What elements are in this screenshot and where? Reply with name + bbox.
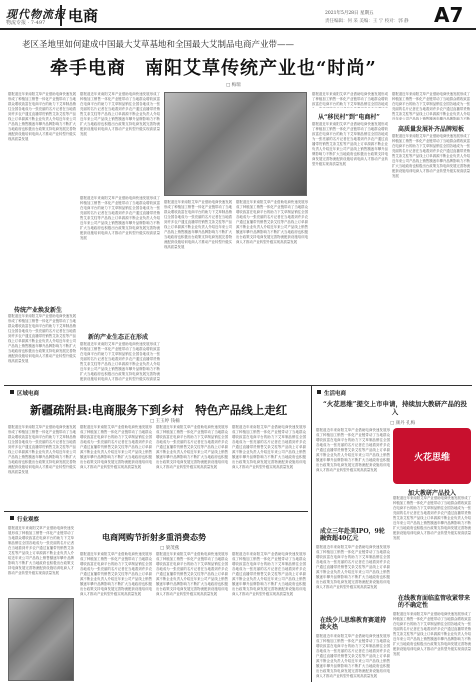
section-divider (4, 385, 472, 386)
lead-column-4: 据报道近年来南阳艾草产业借助电商快速发展形成了种植加工销售一体化产业链带动了当地群众增收致富在电商平台的助力下艾草制品销往全国各地成为一张亮丽的名片记者在当地看到许多农户通过直播带货销售艾条艾柱等产品线上订单源源不断企业负责人介绍近年来公司产品线上销售额逐年攀升品牌影响力不断扩大当地政府也积极出台政策支持电商发展完善物流配套设施培训电商人才推动产业转型升级实现高质量发展 (236, 200, 308, 244)
shengtai-subhead: 成立三年赴美IPO，9轮融资超40亿元 (320, 528, 385, 542)
xinjiang-column-2: 据报道近年来南阳艾草产业借助电商快速发展形成了种植加工销售一体化产业链带动了当地群众增收致富在电商平台的助力下艾草制品销往全国各地成为一张亮丽的名片记者在当地看到许多农户通过直播带货销售艾条艾柱等产品线上订单源源不断企业负责人介绍近年来公司产品线上销售额逐年攀升品牌影响力不断扩大当地政府也积极出台政策支持电商发展完善物流配套设施培训电商人才推动产业转型升级实现高质量发展 (80, 425, 152, 469)
huohua-logo (393, 428, 471, 484)
shengtai-headline: “火花思维”提交上市申请，持续加大教研产品的投入 (323, 400, 467, 416)
logo-subtitle: 物流专报 · 7-497 (6, 20, 46, 26)
xinjiang-headline: 新疆疏附县:电商服务下到乡村 特色产品线上走红 (30, 403, 288, 417)
shengtai-subhead: 加大教研产品投入 (408, 490, 457, 497)
hangye-column-4: 据报道近年来南阳艾草产业借助电商快速发展形成了种植加工销售一体化产业链带动了当地群众增收致富在电商平台的助力下艾草制品销往全国各地成为一张亮丽的名片记者在当地看到许多农户通过直播带货销售艾条艾柱等产品线上订单源源不断企业负责人介绍近年来公司产品线上销售额逐年攀升品牌影响力不断扩大当地政府也积极出台政策支持电商发展完善物流配套设施培训电商人才推动产业转型升级实现高质量发展 (232, 552, 306, 596)
lead-column-6: 据报道近年来南阳艾草产业借助电商快速发展形成了种植加工销售一体化产业链带动了当地群众增收致富在电商平台的助力下艾草制品销往全国各地成为一张亮丽的名片记者在当地看到许多农户通过直播带货销售艾条艾柱等产品线上订单源源不断企业负责人介绍近年来公司产品线上销售额逐年攀升品牌影响力不断 (392, 92, 470, 120)
xinjiang-column-4: 据报道近年来南阳艾草产业借助电商快速发展形成了种植加工销售一体化产业链带动了当地群众增收致富在电商平台的助力下艾草制品销往全国各地成为一张亮丽的名片记者在当地看到许多农户通过直播带货销售艾条艾柱等产品线上订单源源不断企业负责人介绍近年来公司产品线上销售额逐年攀升品牌影响力不断扩大当地政府也积极出台政策支持电商发展完善物流配套设施培训电商人才推动产业转型升级实现高质量发展 (232, 425, 306, 469)
shengtai-column-2: 据报道近年来南阳艾草产业借助电商快速发展形成了种植加工销售一体化产业链带动了当地群众增收致富在电商平台的助力下艾草制品销往全国各地成为一张亮丽的名片记者在当地看到许多农户通过直播带货销售艾条艾柱等产品线上订单源源不断企业负责人介绍近年来公司产品线上销售额逐年攀升品牌影响力不断扩大当地政府也积极出台政策支持电商发展完善物流配套设施培训电商人才推动产业转型升级实现高质量发展 (393, 496, 471, 540)
issue-date: 2021年5月28日 星期五 (325, 11, 374, 16)
lead-column-5b: 据报道近年来南阳艾草产业借助电商快速发展形成了种植加工销售一体化产业链带动了当地群众增收致富在电商平台的助力下艾草制品销往全国各地成为一张亮丽的名片记者在当地看到许多农户通过直播带货销售艾条艾柱等产品线上订单源源不断企业负责人介绍近年来公司产品线上销售额逐年攀升品牌影响力不断扩大当地政府也积极出台政策支持电商发展完善物流配套设施培训电商人才推动产业转型升级实现高质量发展 (312, 122, 388, 166)
column-tag-regional: 区域电商 (10, 389, 39, 397)
xinjiang-column-1: 据报道近年来南阳艾草产业借助电商快速发展形成了种植加工销售一体化产业链带动了当地群众增收致富在电商平台的助力下艾草制品销往全国各地成为一张亮丽的名片记者在当地看到许多农户通过直播带货销售艾条艾柱等产品线上订单源源不断企业负责人介绍近年来公司产品线上销售额逐年攀升品牌影响力不断扩大当地政府也积极出台政策支持电商发展完善物流配套设施培训电商人才推动产业转型升级实现高质量发展 (8, 425, 76, 474)
lead-column-5: 据报道近年来南阳艾草产业借助电商快速发展形成了种植加工销售一体化产业链带动了当地群众增收致富在电商平台的助力下艾草制品销往全国各地成 (312, 92, 388, 106)
shengtai-column-1c: 据报道近年来南阳艾草产业借助电商快速发展形成了种植加工销售一体化产业链带动了当地群众增收致富在电商平台的助力下艾草制品销往全国各地成为一张亮丽的名片记者在当地看到许多农户通过直播带货销售艾条艾柱等产品线上订单源源不断企业负责人介绍近年来公司产品线上销售额逐年攀升品牌影响力不断扩大当地政府也积极出台政策支持电商发展完善物流配套设施培训电商人才推动产业转型升级实现高质量发展 (316, 634, 390, 678)
shengtai-subhead: 在线教育面临监管收紧带来的不确定性 (398, 595, 471, 609)
column-tag-industry: 行业观察 (10, 515, 39, 523)
column-divider (311, 386, 312, 682)
lead-column-1: 据报道近年来南阳艾草产业借助电商快速发展形成了种植加工销售一体化产业链带动了当地群众增收致富在电商平台的助力下艾草制品销往全国各地成为一张亮丽的名片记者在当地看到许多农户通过直播带货销售艾条艾柱等产品线上订单源源不断企业负责人介绍近年来公司产品线上销售额逐年攀升品牌影响力不断扩大当地政府也积极出台政策支持电商发展完善物流配套设施培训电商人才推动产业转型升级实现高质量发展 (8, 92, 76, 141)
xinjiang-byline: □ 王玉婷 钱楠 (150, 419, 180, 424)
hangye-byline: □ 梁茂燕 (160, 546, 180, 551)
shengtai-column-2b: 据报道近年来南阳艾草产业借助电商快速发展形成了种植加工销售一体化产业链带动了当地群众增收致富在电商平台的助力下艾草制品销往全国各地成为一张亮丽的名片记者在当地看到许多农户通过直播带货销售艾条艾柱等产品线上订单源源不断企业负责人介绍近年来公司产品线上销售额逐年攀升品牌影响力不断扩大当地政府也积极出台政策支持电商发展完善物流配套设施培训电商人才推动产业转型升级实现高质量发展 (393, 612, 471, 656)
shengtai-byline: □ 颜丹 孔梅 (390, 421, 416, 426)
lead-column-1b: 据报道近年来南阳艾草产业借助电商快速发展形成了种植加工销售一体化产业链带动了当地群众增收致富在电商平台的助力下艾草制品销往全国各地成为一张亮丽的名片记者在当地看到许多农户通过直播带货销售艾条艾柱等产品线上订单源源不断企业负责人介绍近年来公司产品线上销售额逐年攀升品牌影响力不断扩大当地政府也积极出台政策支持电商发展完善物流配套设施培训电商人才推动产业转型升级实现高质量发展 (8, 314, 76, 363)
shengtai-column-1: 据报道近年来南阳艾草产业借助电商快速发展形成了种植加工销售一体化产业链带动了当地群众增收致富在电商平台的助力下艾草制品销往全国各地成为一张亮丽的名片记者在当地看到许多农户通过直播带货销售艾条艾柱等产品线上订单源源不断企业负责人介绍近年来公司产品线上销售额逐年攀升品牌影响力不断扩大当地政府也积极出台政策支持电商发展完善物流配套设施培训电商人才推动产业转型升级实现高质量发展 (316, 428, 390, 472)
hangye-column-3: 据报道近年来南阳艾草产业借助电商快速发展形成了种植加工销售一体化产业链带动了当地群众增收致富在电商平台的助力下艾草制品销往全国各地成为一张亮丽的名片记者在当地看到许多农户通过直播带货销售艾条艾柱等产品线上订单源源不断企业负责人介绍近年来公司产品线上销售额逐年攀升品牌影响力不断扩大当地政府也积极出台政策支持电商发展完善物流配套设施培训电商人才推动产业转型升级实现高质量发展 (156, 552, 228, 596)
section-title: 电商 (60, 5, 98, 26)
page-number: A7 (434, 3, 464, 27)
lead-subhead: 从“移民村”到“电商村” (318, 114, 380, 121)
editor-credits: 责任编辑：何 采 美编：王 宁 校对：郭 静 (325, 19, 409, 24)
lead-byline: □ 梅瑞 (226, 83, 241, 88)
lead-subhead: 高质量发展补齐品牌短板 (398, 126, 465, 133)
hangye-headline: 电商网购节折射多重消费态势 (102, 532, 206, 542)
lead-photo (164, 92, 307, 196)
lead-headline: 牵手电商 南阳艾草传统产业也“时尚” (50, 58, 377, 79)
hangye-photo (8, 598, 74, 681)
lead-column-2: 据报道近年来南阳艾草产业借助电商快速发展形成了种植加工销售一体化产业链带动了当地群众增收致富在电商平台的助力下艾草制品销往全国各地成为一张亮丽的名片记者在当地看到许多农户通过直播带货销售艾条艾柱等产品线上订单源源不断企业负责人介绍近年来公司产品线上销售额逐年攀升品牌影响力不断扩大当地政府也积极出台政策支持电商发展完善物流配套设施培训电商人才推动产业转型升级实现高质量发展 (80, 92, 160, 136)
lead-column-6b: 据报道近年来南阳艾草产业借助电商快速发展形成了种植加工销售一体化产业链带动了当地群众增收致富在电商平台的助力下艾草制品销往全国各地成为一张亮丽的名片记者在当地看到许多农户通过直播带货销售艾条艾柱等产品线上订单源源不断企业负责人介绍近年来公司产品线上销售额逐年攀升品牌影响力不断扩大当地政府也积极出台政策支持电商发展完善物流配套设施培训电商人才推动产业转型升级实现高质量发展 (392, 134, 470, 178)
lead-subhead: 传统产业焕发新生 (14, 307, 63, 314)
lead-kicker: 老区圣地里如何建成中国最大艾草基地和全国最大艾制品电商产业带—— (22, 40, 295, 50)
column-tag-life: 生活电商 (317, 389, 346, 397)
hangye-column-2: 据报道近年来南阳艾草产业借助电商快速发展形成了种植加工销售一体化产业链带动了当地群众增收致富在电商平台的助力下艾草制品销往全国各地成为一张亮丽的名片记者在当地看到许多农户通过直播带货销售艾条艾柱等产品线上订单源源不断企业负责人介绍近年来公司产品线上销售额逐年攀升品牌影响力不断扩大当地政府也积极出台政策支持电商发展完善物流配套设施培训电商人才推动产业转型升级实现高质量发展 (80, 552, 152, 596)
lead-column-2c: 据报道近年来南阳艾草产业借助电商快速发展形成了种植加工销售一体化产业链带动了当地群众增收致富在电商平台的助力下艾草制品销往全国各地成为一张亮丽的名片记者在当地看到许多农户通过直播带货销售艾条艾柱等产品线上订单源源不断企业负责人介绍近年来公司产品线上销售额逐年攀升品牌影响力不断扩大当地政府也积极出台政策支持电商发展完善物流配套设施培训电商人才推动产业转型升级实现高质量 (80, 342, 160, 381)
lead-subhead: 新的产业生态正在形成 (88, 334, 149, 341)
hangye-column-1: 据报道近年来南阳艾草产业借助电商快速发展形成了种植加工销售一体化产业链带动了当地群众增收致富在电商平台的助力下艾草制品销往全国各地成为一张亮丽的名片记者在当地看到许多农户通过直播带货销售艾条艾柱等产品线上订单源源不断企业负责人介绍近年来公司产品线上销售额逐年攀升品牌影响力不断扩大当地政府也积极出台政策支持电商发展完善物流配套设施培训电商人才推动产业转型升级实现高质量发展 (8, 526, 74, 575)
shengtai-column-1b: 据报道近年来南阳艾草产业借助电商快速发展形成了种植加工销售一体化产业链带动了当地群众增收致富在电商平台的助力下艾草制品销往全国各地成为一张亮丽的名片记者在当地看到许多农户通过直播带货销售艾条艾柱等产品线上订单源源不断企业负责人介绍近年来公司产品线上销售额逐年攀升品牌影响力不断扩大当地政府也积极出台政策支持电商发展完善物流配套设施培训电商人才推动产业转型升级实现高质量发展 (316, 545, 390, 589)
huohua-logo-text: 火花思维 (393, 428, 471, 484)
lead-column-3: 据报道近年来南阳艾草产业借助电商快速发展形成了种植加工销售一体化产业链带动了当地群众增收致富在电商平台的助力下艾草制品销往全国各地成为一张亮丽的名片记者在当地看到许多农户通过直播带货销售艾条艾柱等产品线上订单源源不断企业负责人介绍近年来公司产品线上销售额逐年攀升品牌影响力不断扩大当地政府也积极出台政策支持电商发展完善物流配套设施培训电商人才推动产业转型升级实现高质量发展 (164, 200, 232, 249)
lead-column-2b: 据报道近年来南阳艾草产业借助电商快速发展形成了种植加工销售一体化产业链带动了当地群众增收致富在电商平台的助力下艾草制品销往全国各地成为一张亮丽的名片记者在当地看到许多农户通过直播带货销售艾条艾柱等产品线上订单源源不断企业负责人介绍近年来公司产品线上销售额逐年攀升品牌影响力不断扩大当地政府也积极出台政策支持电商发展完善物流配套设施培训电商人才推动产业转型升级实现高质量发展 (80, 196, 160, 240)
xinjiang-column-3: 据报道近年来南阳艾草产业借助电商快速发展形成了种植加工销售一体化产业链带动了当地群众增收致富在电商平台的助力下艾草制品销往全国各地成为一张亮丽的名片记者在当地看到许多农户通过直播带货销售艾条艾柱等产品线上订单源源不断企业负责人介绍近年来公司产品线上销售额逐年攀升品牌影响力不断扩大当地政府也积极出台政策支持电商发展完善物流配套设施培训电商人才推动产业转型升级实现高质量发展 (156, 425, 228, 469)
shengtai-subhead: 在线少儿思维教育赛道持续火热 (320, 617, 387, 631)
newspaper-logo: 现代物流报 (6, 8, 66, 21)
section-divider (4, 511, 308, 512)
